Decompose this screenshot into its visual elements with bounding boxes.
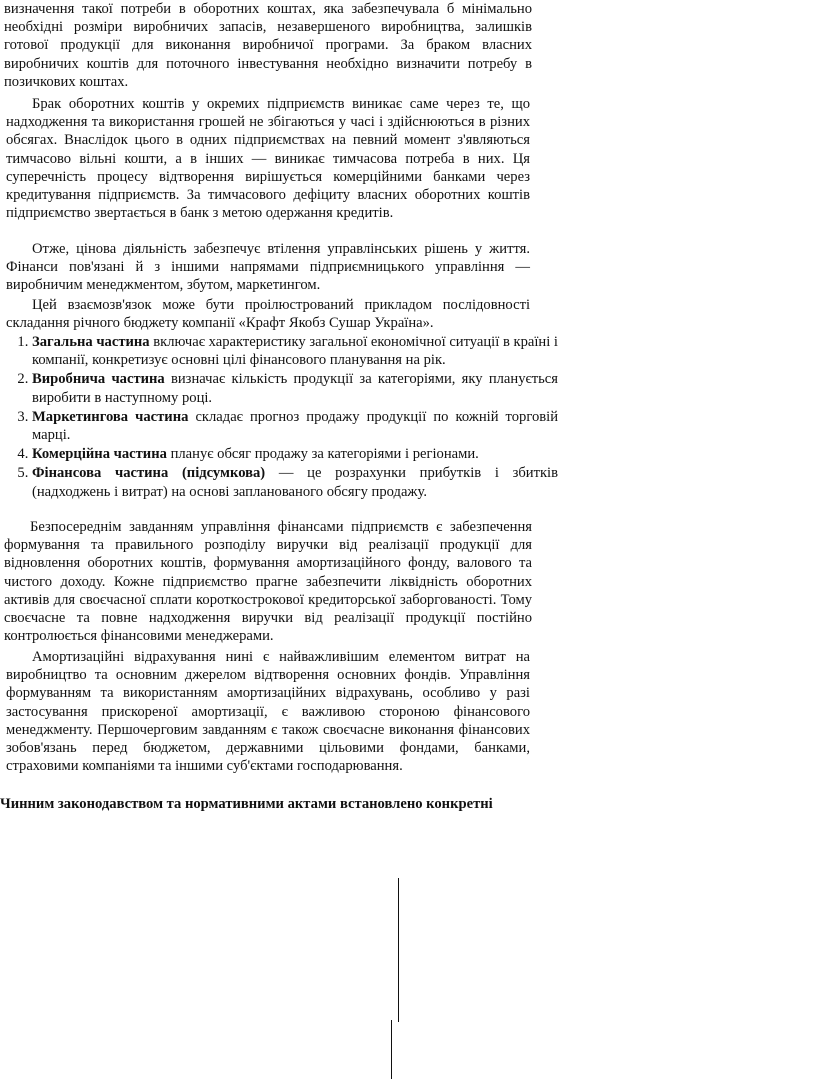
paragraph-1: визначення такої потреби в оборотних коштах, яка забезпечувала б мінімально необхідні розміри виробничих запасів, незавершеного виробництва, залишків готової продукції для виконання виробничої програми. За браком власних виробничих коштів для поточного інвестування необхідно визначити потребу в позичкових коштах.	[4, 1, 532, 90]
section-text: включає характеристику загальної економічної ситуації в країні і компанії, конкретизує основні цілі фінансового планування на рік.	[32, 334, 558, 369]
budget-sections-list	[8, 333, 558, 502]
paragraph-2: Брак оборотних коштів у окремих підприємств виникає саме через те, що надходження та використання грошей не збігаються у часі і здійснюються в різних обсягах. Внаслідок цього в одних підприємствах на певний момент з'являються тимчасово вільні кошти, а в інших — виникає тимчасова потреба в них. Ця суперечність процесу відтворення вирішується комерційними банками через кредитування підприємств. За тимчасового дефіциту власних оборотних коштів підприємство звертається в банк з метою одержання кредитів.	[6, 96, 530, 222]
section-title: Загальна частина	[32, 334, 150, 350]
list-item	[32, 370, 558, 406]
list-item	[32, 333, 558, 369]
list-item	[32, 464, 558, 500]
section-title: Комерційна частина	[32, 446, 167, 463]
paragraph-7: Чинним законодавством та нормативними актами встановлено конкретні	[0, 796, 493, 812]
paragraph-3: Отже, цінова діяльність забезпечує втілення управлінських рішень у життя. Фінанси пов'язані й з іншими напрямами підприємницького управління — виробничим менеджментом, збутом, маркетингом.	[6, 241, 530, 294]
section-text: планує обсяг продажу за категоріями і регіонами.	[166, 446, 479, 463]
vertical-rule	[398, 878, 399, 1022]
paragraph-5: Безпосереднім завданням управління фінансами підприємств є забезпечення формування та правильного розподілу виручки від реалізації продукції для відновлення оборотних коштів, формування амортизаційного фонду, валового та чистого доходу. Кожне підприємство прагне забезпечити ліквідність оборотних активів для своєчасної сплати короткострокової кредиторської заборгованості. Тому своєчасне та повне надходження виручки від реалізації продукції постійно контролюється фінансовими менеджерами.	[4, 519, 532, 645]
paragraph-6: Амортизаційні відрахування нині є найважливішим елементом витрат на виробництво та основним джерелом відтворення основних фондів. Управління формуванням та використанням амортизаційних відрахувань, особливо у разі застосування прискореної амортизації, є важливою стороною фінансового менеджменту. Першочерговим завданням є також своєчасне виконання фінансових зобов'язань перед бюджетом, державними цільовими фондами, банками, страховими компаніями та іншими суб'єктами господарювання.	[6, 649, 530, 775]
section-text: визначає кількість продукції за категоріями, яку планується виробити в наступному році.	[32, 371, 558, 406]
section-title: Маркетингова частина	[32, 408, 189, 425]
vertical-rule	[391, 1020, 392, 1079]
section-text: — це розрахунки прибутків і збитків (надходжень і витрат) на основі запланованого обсягу продажу.	[32, 465, 558, 500]
section-text: складає прогноз продажу продукції по кожній торговій марці.	[32, 408, 559, 444]
section-title: Виробнича частина	[32, 371, 165, 388]
list-item	[32, 445, 558, 463]
list-item	[32, 408, 558, 444]
section-title: Фінансова частина (підсумкова)	[32, 465, 266, 482]
paragraph-4: Цей взаємозв'язок може бути проілюстрований прикладом послідовності складання річного бюджету компанії «Крафт Якобз Сушар Україна».	[6, 297, 530, 332]
